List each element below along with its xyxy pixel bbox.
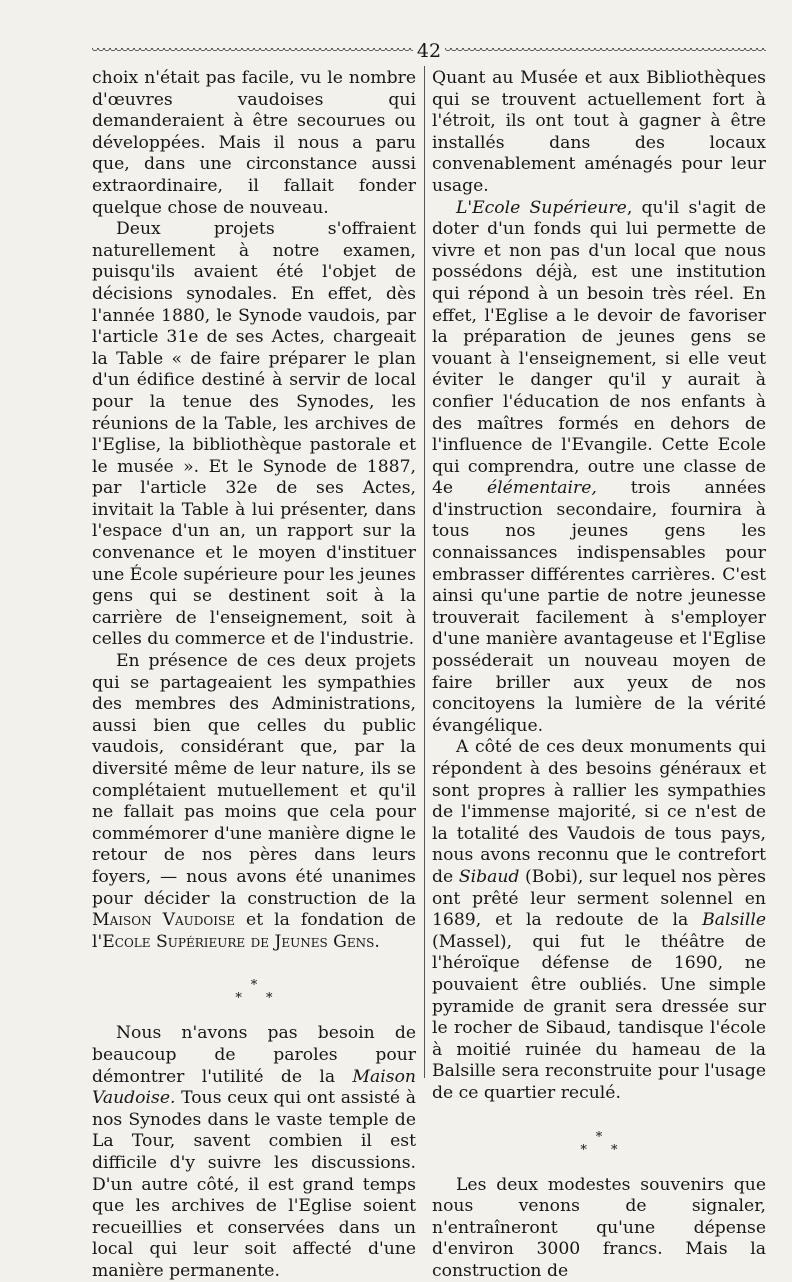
paragraph — [432, 198, 766, 738]
paragraph: Quant au Musée et aux Bibliothèques qui se trouvent actuellement fort à l'étroit, ils ont tout à gagner à être installés dans des locaux convenablement aménagés pour leur usage. — [432, 68, 766, 198]
paragraph — [92, 651, 416, 953]
asterism-top: * — [92, 979, 416, 992]
paragraph-text: (Massel), qui fut le théâtre de l'héroïque défense de 1690, ne pouvaient être oubliés. Une simple pyramide de granit sera dressée sur le rocher de Sibaud, tandisque l'école à moitié ruinée du hameau de la Balsille sera reconstruite pour l'usage de ce quartier reculé. — [432, 932, 766, 1103]
maison-vaudoise-italic: Maison Vaudoise. — [92, 1067, 416, 1109]
asterism-bottom: * * — [92, 992, 416, 1005]
paragraph: Les deux modestes souvenirs que nous venons de signaler, n'entraîneront qu'une dépense d'environ 3000 francs. Mais la construction de — [432, 1175, 766, 1282]
paragraph: Deux projets s'offraient naturellement à notre examen, puisqu'ils avaient été l'objet de décisions synodales. En effet, dès l'année 1880, le Synode vaudois, par l'article 31e de ses Actes, chargeait la Table « de faire préparer le plan d'un édifice destiné à servir de local pour la tenue des Synodes, les réunions de la Table, les archives de l'Eglise, la bibliothèque pastorale et le musée ». Et le Synode de 1887, par l'article 32e de ses Actes, invitait la Table à lui présenter, dans l'espace d'un an, un rapport sur la convenance et le moyen d'instituer une École supérieure pour les jeunes gens qui se destinent soit à la carrière de l'enseignement, soit à celles du commerce et de l'industrie. — [92, 219, 416, 651]
maison-vaudoise-smallcaps: Maison Vaudoise — [92, 910, 235, 930]
right-column — [432, 68, 766, 1282]
paragraph-text: En présence de ces deux projets qui se partageaient les sympathies des membres des Administrations, aussi bien que celles du public vaudois, considérant que, par la diversité même de leur nature, ils se complétaient mutuellement et qu'il ne fallait pas moins que cela pour commémorer d'une manière digne le retour de nos pères dans leurs foyers, — nous avons été unanimes pour décider la construction de la — [92, 651, 416, 909]
paragraph — [432, 737, 766, 1104]
page-header — [92, 38, 766, 64]
ecole-superieure-italic: L'Ecole Supérieure — [456, 198, 627, 218]
paragraph-text: trois années d'instruction secondaire, fournira à tous nos jeunes gens les connaissances indispensables pour embrasser différentes carrières. C'est ainsi qu'une partie de notre jeunesse trouverait facilement à s'employer d'une manière avantageuse et l'Eglise posséderait un nouveau moyen de faire briller aux yeux de nos concitoyens la lumière de la vérité évangélique. — [432, 478, 766, 736]
paragraph-text: Tous ceux qui ont assisté à nos Synodes dans le vaste temple de La Tour, savent combien il est difficile d'y suivre les discussions. D'un autre côté, il est grand temps que les archives de l'Eglise soient recueillies et conservées dans un local qui leur soit affecté d'une manière permanente. — [92, 1088, 416, 1281]
page-number: 42 — [413, 38, 445, 64]
ecole-superieure-smallcaps: Ecole Supérieure de Jeunes Gens — [102, 932, 374, 952]
paragraph — [92, 1023, 416, 1282]
asterism-top: * — [432, 1131, 766, 1144]
left-column — [92, 68, 416, 1282]
asterism-bottom: * * — [432, 1144, 766, 1157]
paragraph-text: (Bobi), sur lequel nos pères ont prêté leur serment solennel en 1689, et la redoute de la — [432, 867, 766, 930]
header-rule-left — [92, 48, 413, 54]
elementaire-italic: élémentaire, — [487, 478, 597, 498]
paragraph-text: . — [374, 932, 379, 952]
paragraph-text: , qu'il s'agit de doter d'un fonds qui lui permette de vivre et non pas d'un local que nous possédons déjà, est une institution qui répond à un besoin très réel. En effet, l'Eglise a le devoir de favoriser la préparation de jeunes gens se vouant à l'enseignement, si elle veut éviter le danger qu'il y aurait à confier l'éducation de nos enfants à des maîtres formés en dehors de l'influence de l'Evangile. Cette Ecole qui comprendra, outre une classe de 4e — [432, 198, 766, 499]
paragraph-text: et la fondation de l' — [92, 910, 416, 952]
paragraph-text: A côté de ces deux monuments qui répondent à des besoins généraux et sont propres à rallier les sympathies de l'immense majorité, si ce n'est de la totalité des Vaudois de tous pays, nous avons reconnu que le contrefort de — [432, 737, 766, 887]
column-divider — [424, 66, 425, 1078]
sibaud-italic: Sibaud — [459, 867, 520, 887]
section-separator — [432, 1131, 766, 1157]
section-separator — [92, 979, 416, 1005]
paragraph-text: Nous n'avons pas besoin de beaucoup de paroles pour démontrer l'utilité de la — [92, 1023, 416, 1086]
paragraph: choix n'était pas facile, vu le nombre d'œuvres vaudoises qui demanderaient à être secourues ou développées. Mais il nous a paru que, dans une circonstance aussi extraordinaire, il fallait fonder quelque chose de nouveau. — [92, 68, 416, 219]
header-rule-right — [445, 48, 766, 54]
balsille-italic: Balsille — [702, 910, 766, 930]
